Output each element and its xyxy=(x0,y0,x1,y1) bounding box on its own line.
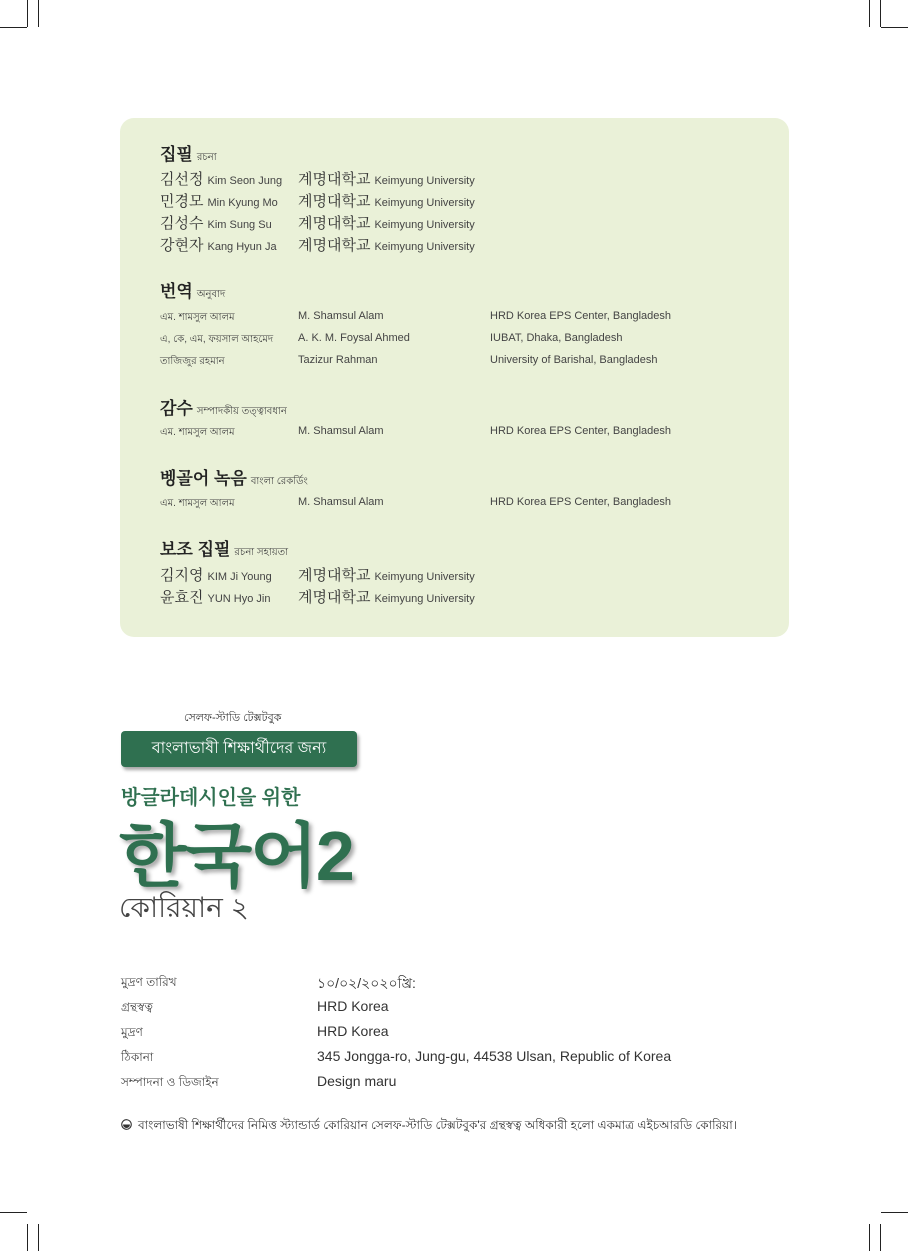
imprint-value: 345 Jongga-ro, Jung-gu, 44538 Ulsan, Republic of Korea xyxy=(317,1048,672,1064)
imprint-label: ঠিকানা xyxy=(121,1050,154,1064)
supervisor-row: এম. শামসুল আলম M. Shamsul Alam HRD Korea EPS Center, Bangladesh xyxy=(160,425,671,438)
crop-mark xyxy=(27,1224,28,1251)
crop-mark xyxy=(881,1212,908,1213)
imprint-label: সম্পাদনা ও ডিজাইন xyxy=(121,1075,219,1089)
author-row: 강현자 Kang Hyun Ja 계명대학교 Keimyung University xyxy=(160,237,475,254)
supervision-heading: 감수 সম্পাদকীয় তত্ত্বাবধান xyxy=(160,399,287,418)
writing-heading: 집필 রচনা xyxy=(160,145,217,164)
audience-line-ko: 방글라데시인을 위한 xyxy=(121,787,301,809)
crop-mark xyxy=(869,0,870,27)
book-title-bangla: কোরিয়ান ২ xyxy=(119,892,249,923)
translator-row: এম. শামসুল আলম M. Shamsul Alam HRD Korea EPS Center, Bangladesh xyxy=(160,310,671,323)
imprint-label: মুদ্রণ xyxy=(121,1025,143,1039)
crop-mark xyxy=(38,0,39,27)
imprint-label: মুদ্রণ তারিখ xyxy=(121,975,177,989)
crop-mark xyxy=(880,1224,881,1251)
credits-panel xyxy=(120,118,789,637)
imprint-value: ১০/০২/২০২০খ্রি: xyxy=(317,975,416,991)
copyright-notice: বাংলাভাষী শিক্ষার্থীদের নিমিত্ত স্ট্যান্ডার্ড কোরিয়ান সেলফ-স্টাডি টেক্সটবুক'র গ্রন্থস্বত্ব অধিকারী হলো একমাত্র এইচআরডি কোরিয়া। xyxy=(121,1117,737,1137)
crop-mark xyxy=(881,27,908,28)
copyright-symbol-icon xyxy=(121,1119,132,1130)
assistant-row: 윤효진 YUN Hyo Jin 계명대학교 Keimyung University xyxy=(160,589,475,606)
book-title: 한국어2 xyxy=(119,817,353,895)
author-row: 김선정 Kim Seon Jung 계명대학교 Keimyung University xyxy=(160,171,475,188)
recording-heading: 벵골어 녹음 বাংলা রেকর্ডিং xyxy=(160,469,308,488)
crop-mark xyxy=(0,27,27,28)
translation-heading: 번역 অনুবাদ xyxy=(160,282,226,301)
crop-mark xyxy=(869,1224,870,1251)
audience-banner: বাংলাভাষী শিক্ষার্থীদের জন্য xyxy=(121,731,357,767)
crop-mark xyxy=(27,0,28,27)
imprint-label: গ্রন্থস্বত্ব xyxy=(121,1000,153,1014)
imprint-value: HRD Korea xyxy=(317,998,389,1014)
translator-row: এ, কে, এম, ফয়সাল আহমেদ A. K. M. Foysal Ahmed IUBAT, Dhaka, Bangladesh xyxy=(160,332,623,345)
assistant-heading: 보조 집필 রচনা সহায়তা xyxy=(160,540,289,559)
imprint-value: Design maru xyxy=(317,1073,397,1089)
crop-mark xyxy=(38,1224,39,1251)
series-label: সেলফ-স্টাডি টেক্সটবুক xyxy=(184,712,282,724)
assistant-row: 김지영 KIM Ji Young 계명대학교 Keimyung University xyxy=(160,567,475,584)
crop-mark xyxy=(0,1212,27,1213)
translator-row: তাজিজুর রহমান Tazizur Rahman University of Barishal, Bangladesh xyxy=(160,354,658,367)
author-row: 민경모 Min Kyung Mo 계명대학교 Keimyung University xyxy=(160,193,475,210)
crop-mark xyxy=(880,0,881,27)
author-row: 김성수 Kim Sung Su 계명대학교 Keimyung University xyxy=(160,215,475,232)
recording-row: এম. শামসুল আলম M. Shamsul Alam HRD Korea EPS Center, Bangladesh xyxy=(160,496,671,509)
imprint-value: HRD Korea xyxy=(317,1023,389,1039)
